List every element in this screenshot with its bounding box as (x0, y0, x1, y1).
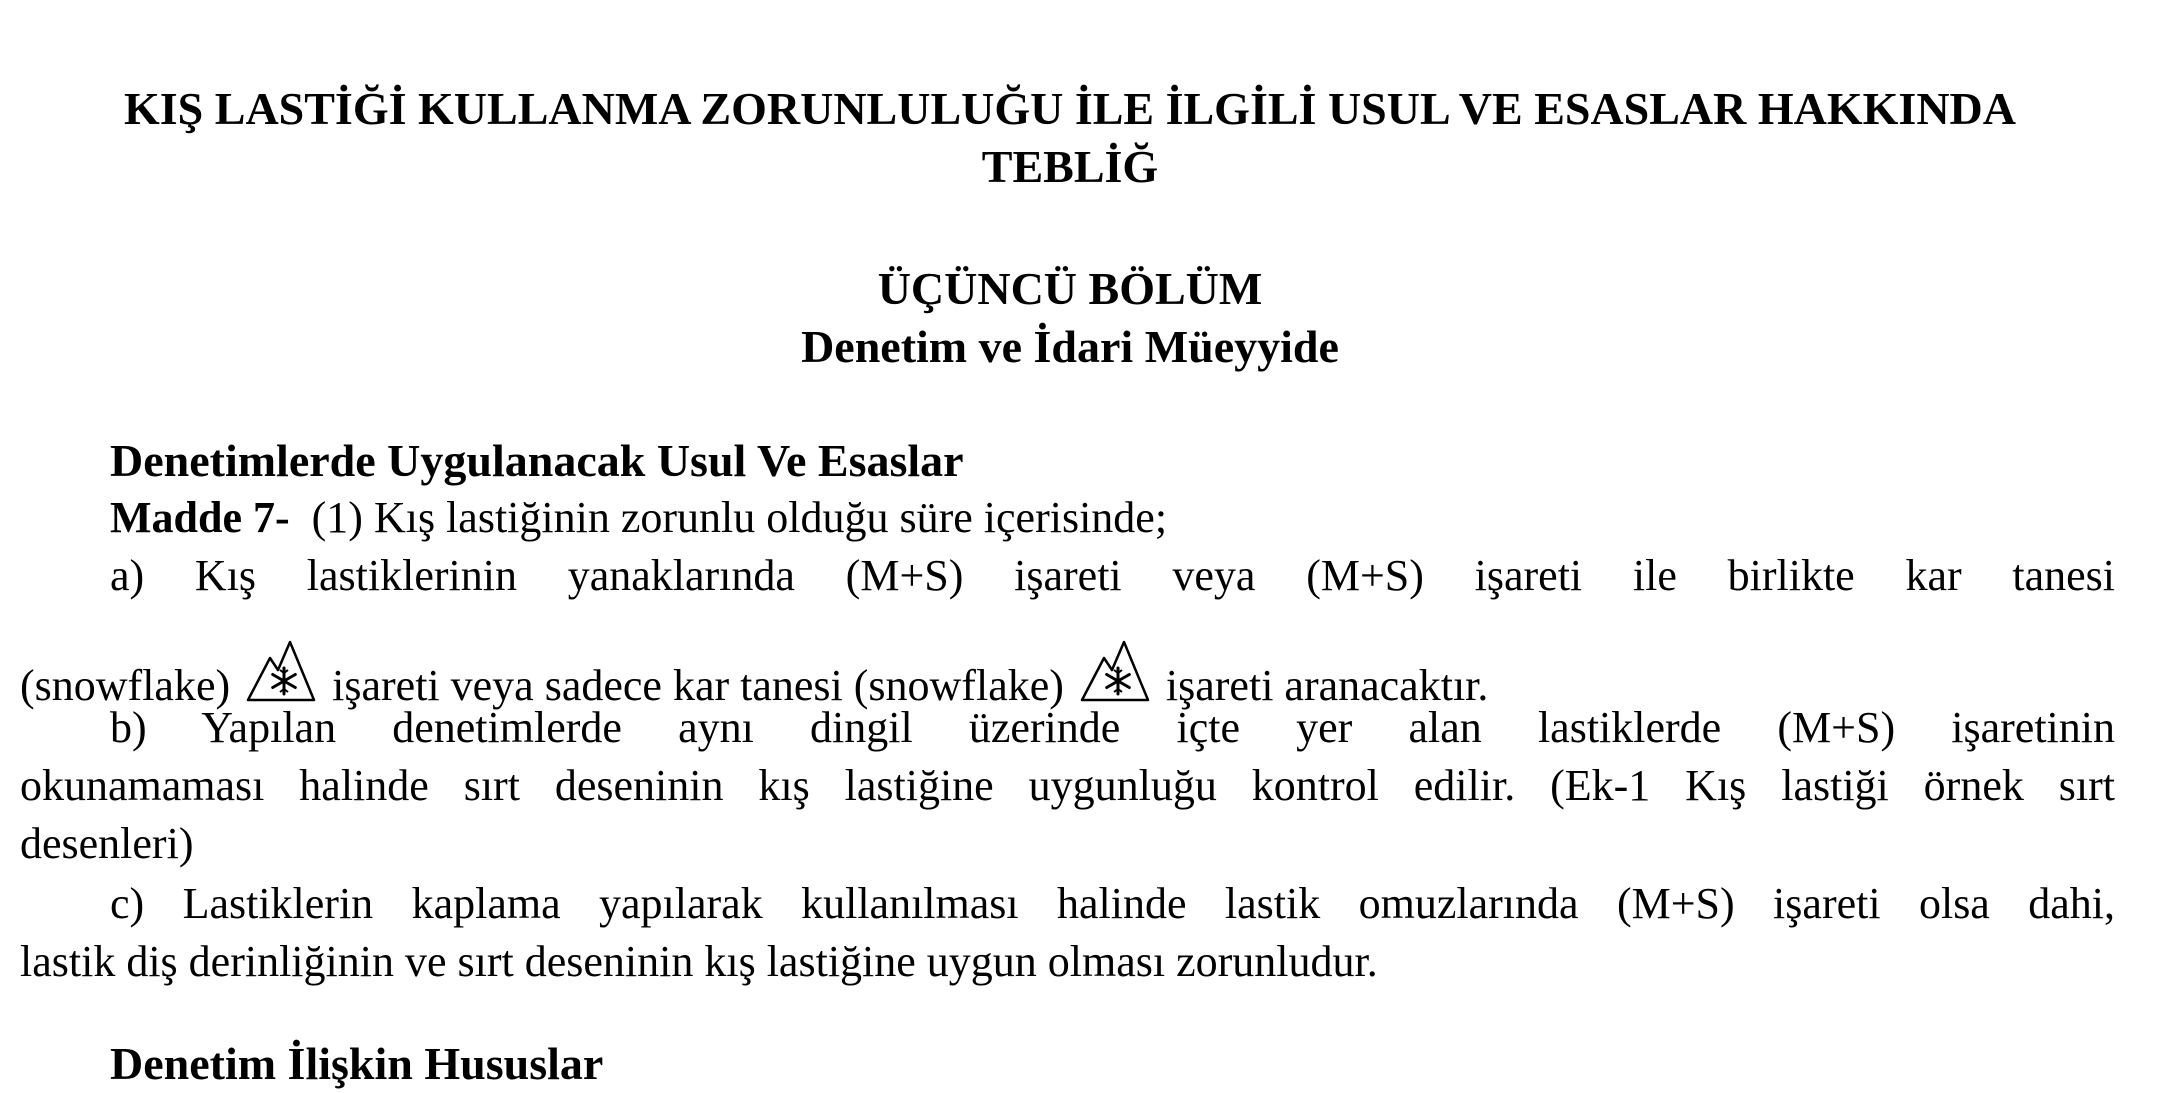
item-c-line-1: c) Lastiklerin kaplama yapılarak kullanılması halinde lastik omuzlarında (M+S) işareti olsa dahi, (110, 879, 2115, 928)
item-c-line-2: lastik diş derinliğinin ve sırt deseninin kış lastiğine uygun olması zorunludur. (20, 937, 1378, 986)
item-a-text-1: (snowflake) (20, 661, 231, 710)
article-intro: (1) Kış lastiğinin zorunlu olduğu süre içerisinde; (311, 493, 1168, 542)
snowflake-mountain-icon (1078, 634, 1152, 706)
article-label: Madde 7- (110, 493, 290, 542)
document-title (20, 80, 2120, 196)
section-heading: Denetimlerde Uygulanacak Usul Ve Esaslar (110, 435, 964, 486)
item-b-line-2: okunamaması halinde sırt deseninin kış lastiğine uygunluğu kontrol edilir. (Ek-1 Kış lastiği örnek sırt (20, 761, 2115, 810)
document-title-line-1: KIŞ LASTİĞİ KULLANMA ZORUNLULUĞU İLE İLGİLİ USUL VE ESASLAR HAKKINDA (124, 83, 2016, 134)
item-b-line-3: desenleri) (20, 819, 194, 868)
document-title-line-2: TEBLİĞ (981, 141, 1159, 192)
item-a-text-2: işareti veya sadece kar tanesi (snowflake) (332, 661, 1064, 710)
chapter-subtitle: Denetim ve İdari Müeyyide (801, 321, 1339, 372)
item-a-line-1: a) Kış lastiklerinin yanaklarında (M+S) işareti veya (M+S) işareti ile birlikte kar tanesi (110, 551, 2115, 600)
article-intro-line (110, 490, 1167, 546)
snowflake-mountain-icon (244, 634, 318, 706)
next-section-heading: Denetim İlişkin Hususlar (110, 1038, 604, 1089)
item-b-line-1: b) Yapılan denetimlerde aynı dingil üzerinde içte yer alan lastiklerde (M+S) işaretinin (110, 703, 2115, 752)
item-a-text-3: işareti aranacaktır. (1165, 661, 1489, 710)
chapter-heading: ÜÇÜNCÜ BÖLÜM (877, 263, 1263, 314)
